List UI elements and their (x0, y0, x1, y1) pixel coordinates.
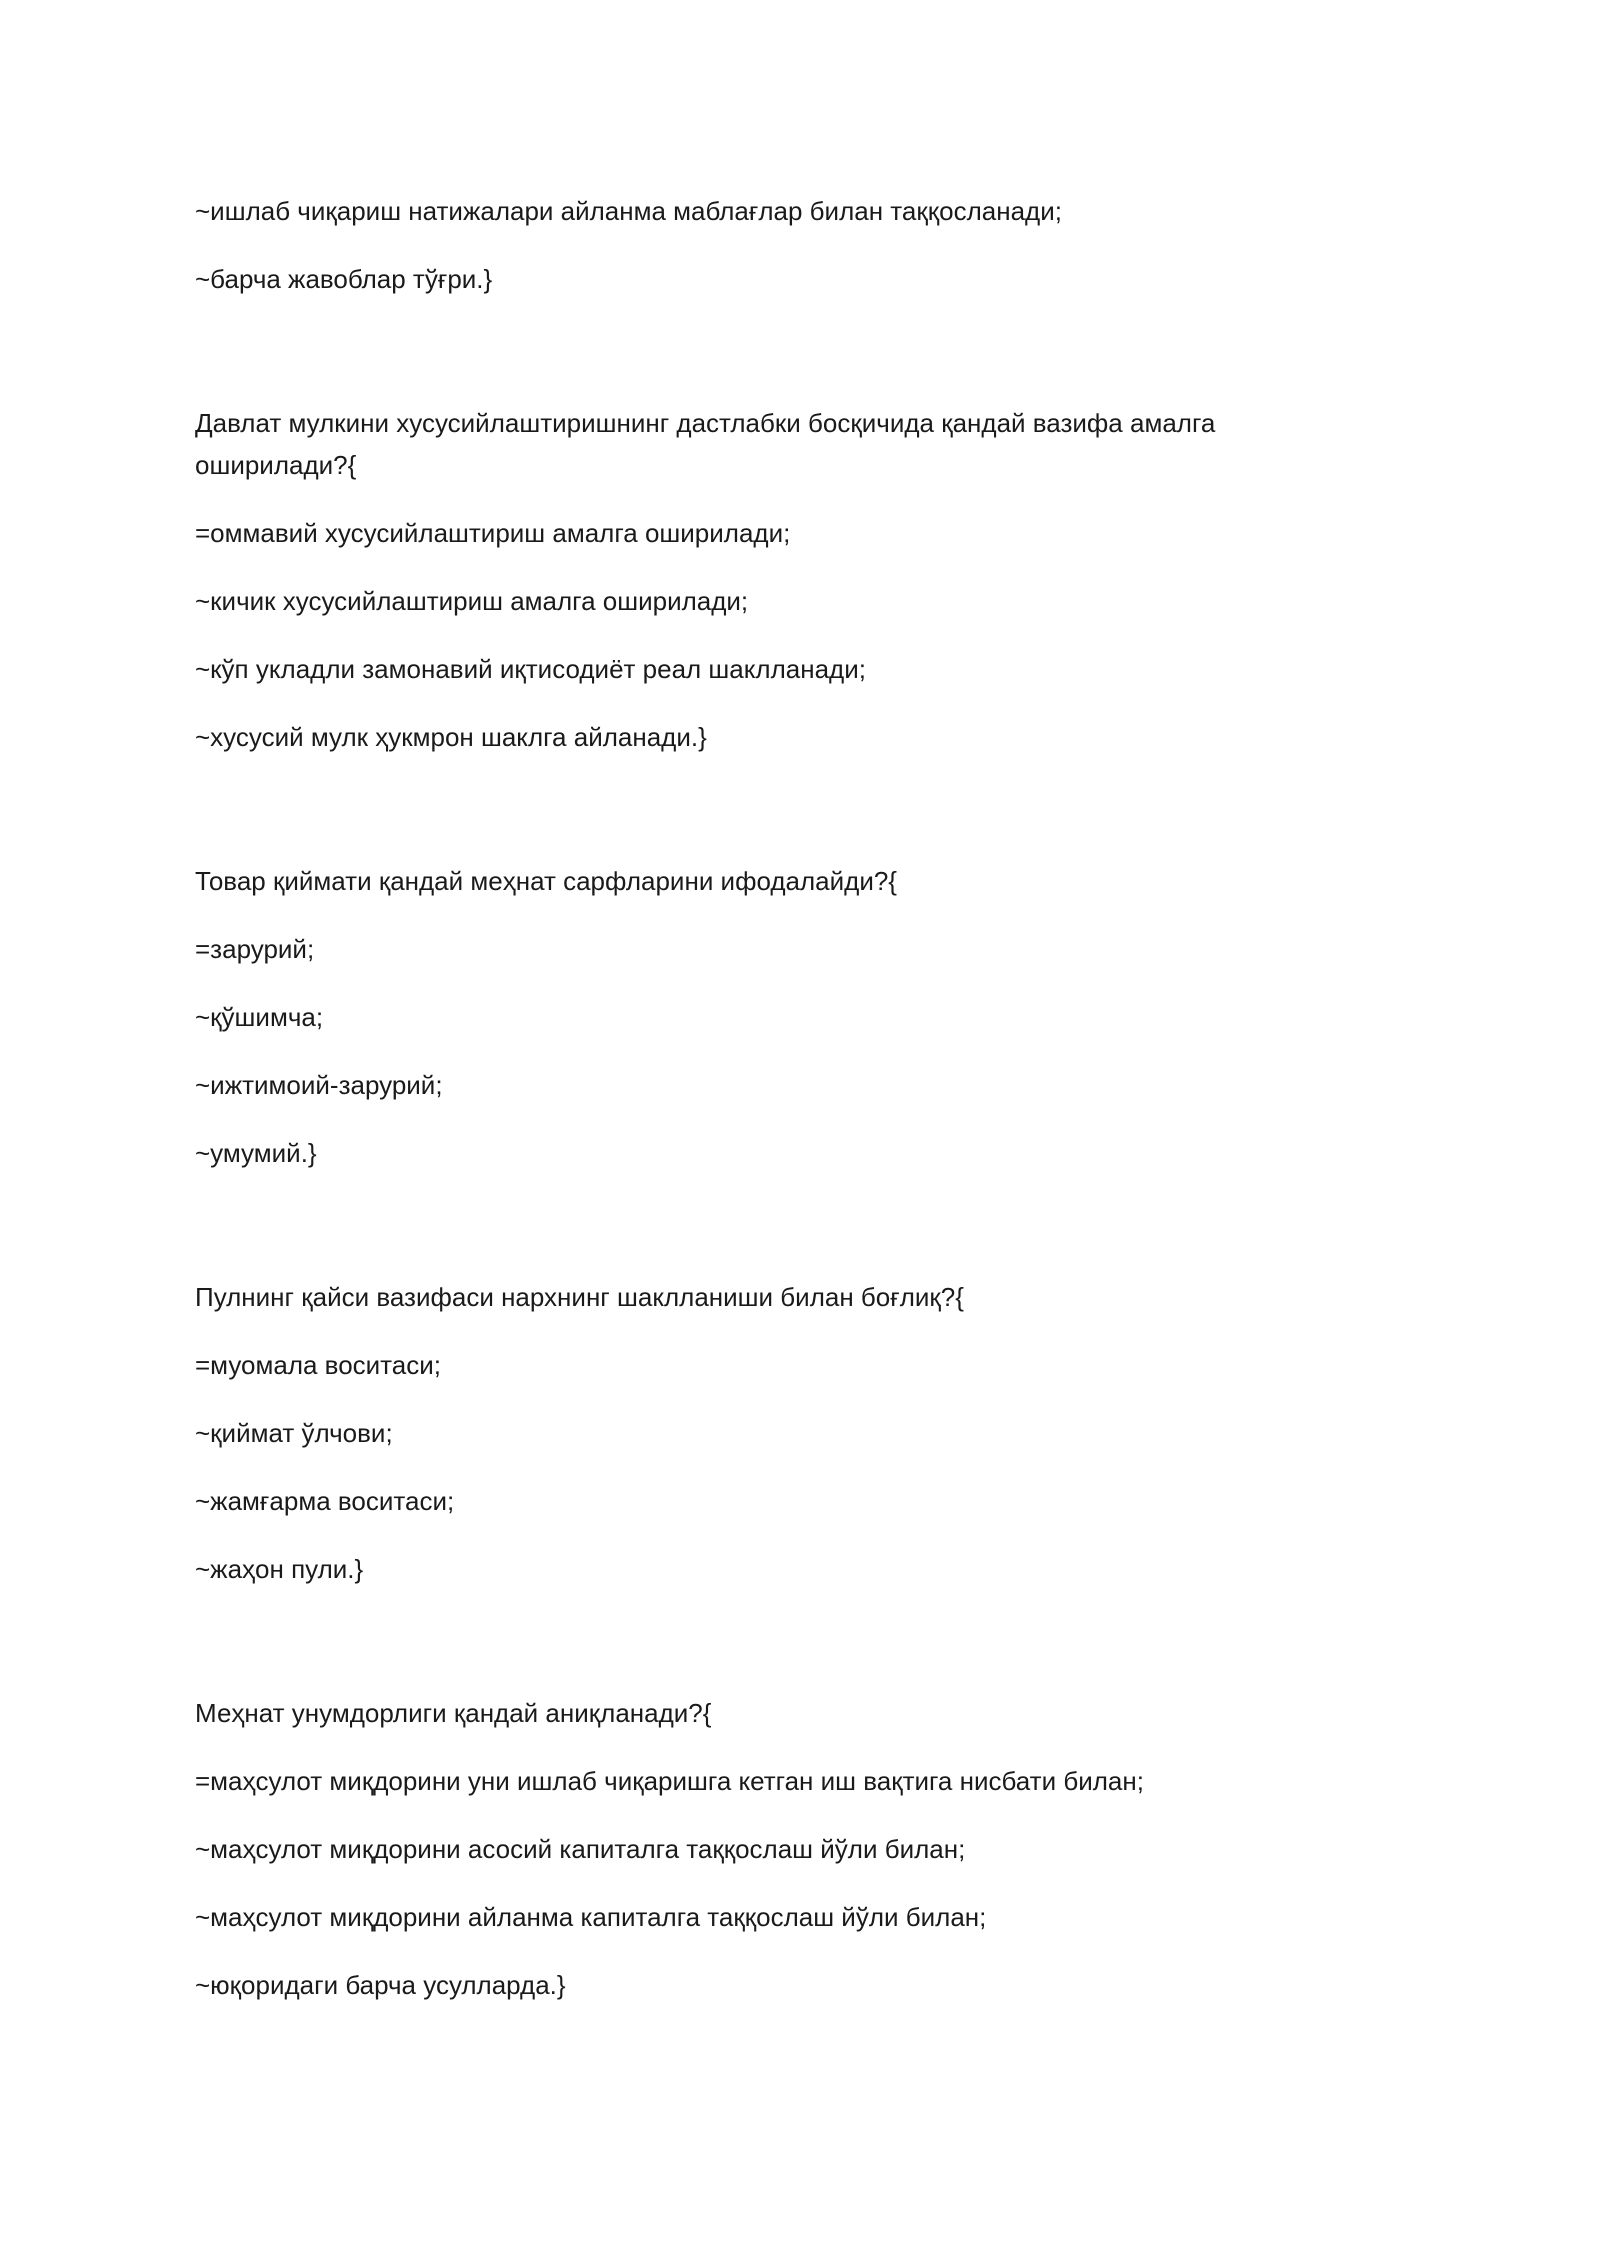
answer-option: ~кичик хусусийлаштириш амалга оширилади; (195, 586, 749, 616)
answer-option: ~ижтимоий-зарурий; (195, 1070, 443, 1100)
answer-option: ~умумий.} (195, 1138, 317, 1168)
question-block-2 (195, 860, 1300, 1174)
question-block-4 (195, 1692, 1300, 2006)
answer-option: ~жамғарма воситаси; (195, 1486, 455, 1516)
question-block-1 (195, 402, 1300, 758)
answer-option: ~барча жавоблар тўғри.} (195, 264, 493, 294)
answer-option: ~жаҳон пули.} (195, 1554, 364, 1584)
answer-option: =зарурий; (195, 934, 315, 964)
answer-option: ~кўп укладли замонавий иқтисодиёт реал шаклланади; (195, 654, 866, 684)
answer-option: ~хусусий мулк ҳукмрон шаклга айланади.} (195, 722, 707, 752)
answer-option: =оммавий хусусийлаштириш амалга оширилади; (195, 518, 791, 548)
answer-option: ~қиймат ўлчови; (195, 1418, 393, 1448)
question-text: Давлат мулкини хусусийлаштиришнинг дастлабки босқичида қандай вазифа амалга оширилади?{ (195, 408, 1216, 480)
question-text: Товар қиймати қандай меҳнат сарфларини ифодалайди?{ (195, 866, 897, 896)
answer-option: ~қўшимча; (195, 1002, 324, 1032)
answer-option: ~маҳсулот миқдорини айланма капиталга таққослаш йўли билан; (195, 1902, 987, 1932)
question-text: Меҳнат унумдорлиги қандай аниқланади?{ (195, 1698, 712, 1728)
continuation-block (195, 190, 1300, 300)
question-block-3 (195, 1276, 1300, 1590)
answer-option: ~юқоридаги барча усулларда.} (195, 1970, 566, 2000)
answer-option: ~маҳсулот миқдорини асосий капиталга таққослаш йўли билан; (195, 1834, 966, 1864)
answer-option: =маҳсулот миқдорини уни ишлаб чиқаришга кетган иш вақтига нисбати билан; (195, 1766, 1144, 1796)
answer-option: ~ишлаб чиқариш натижалари айланма маблағлар билан таққосланади; (195, 196, 1062, 226)
question-text: Пулнинг қайси вазифаси нархнинг шаклланиши билан боғлиқ?{ (195, 1282, 964, 1312)
answer-option: =муомала воситаси; (195, 1350, 442, 1380)
